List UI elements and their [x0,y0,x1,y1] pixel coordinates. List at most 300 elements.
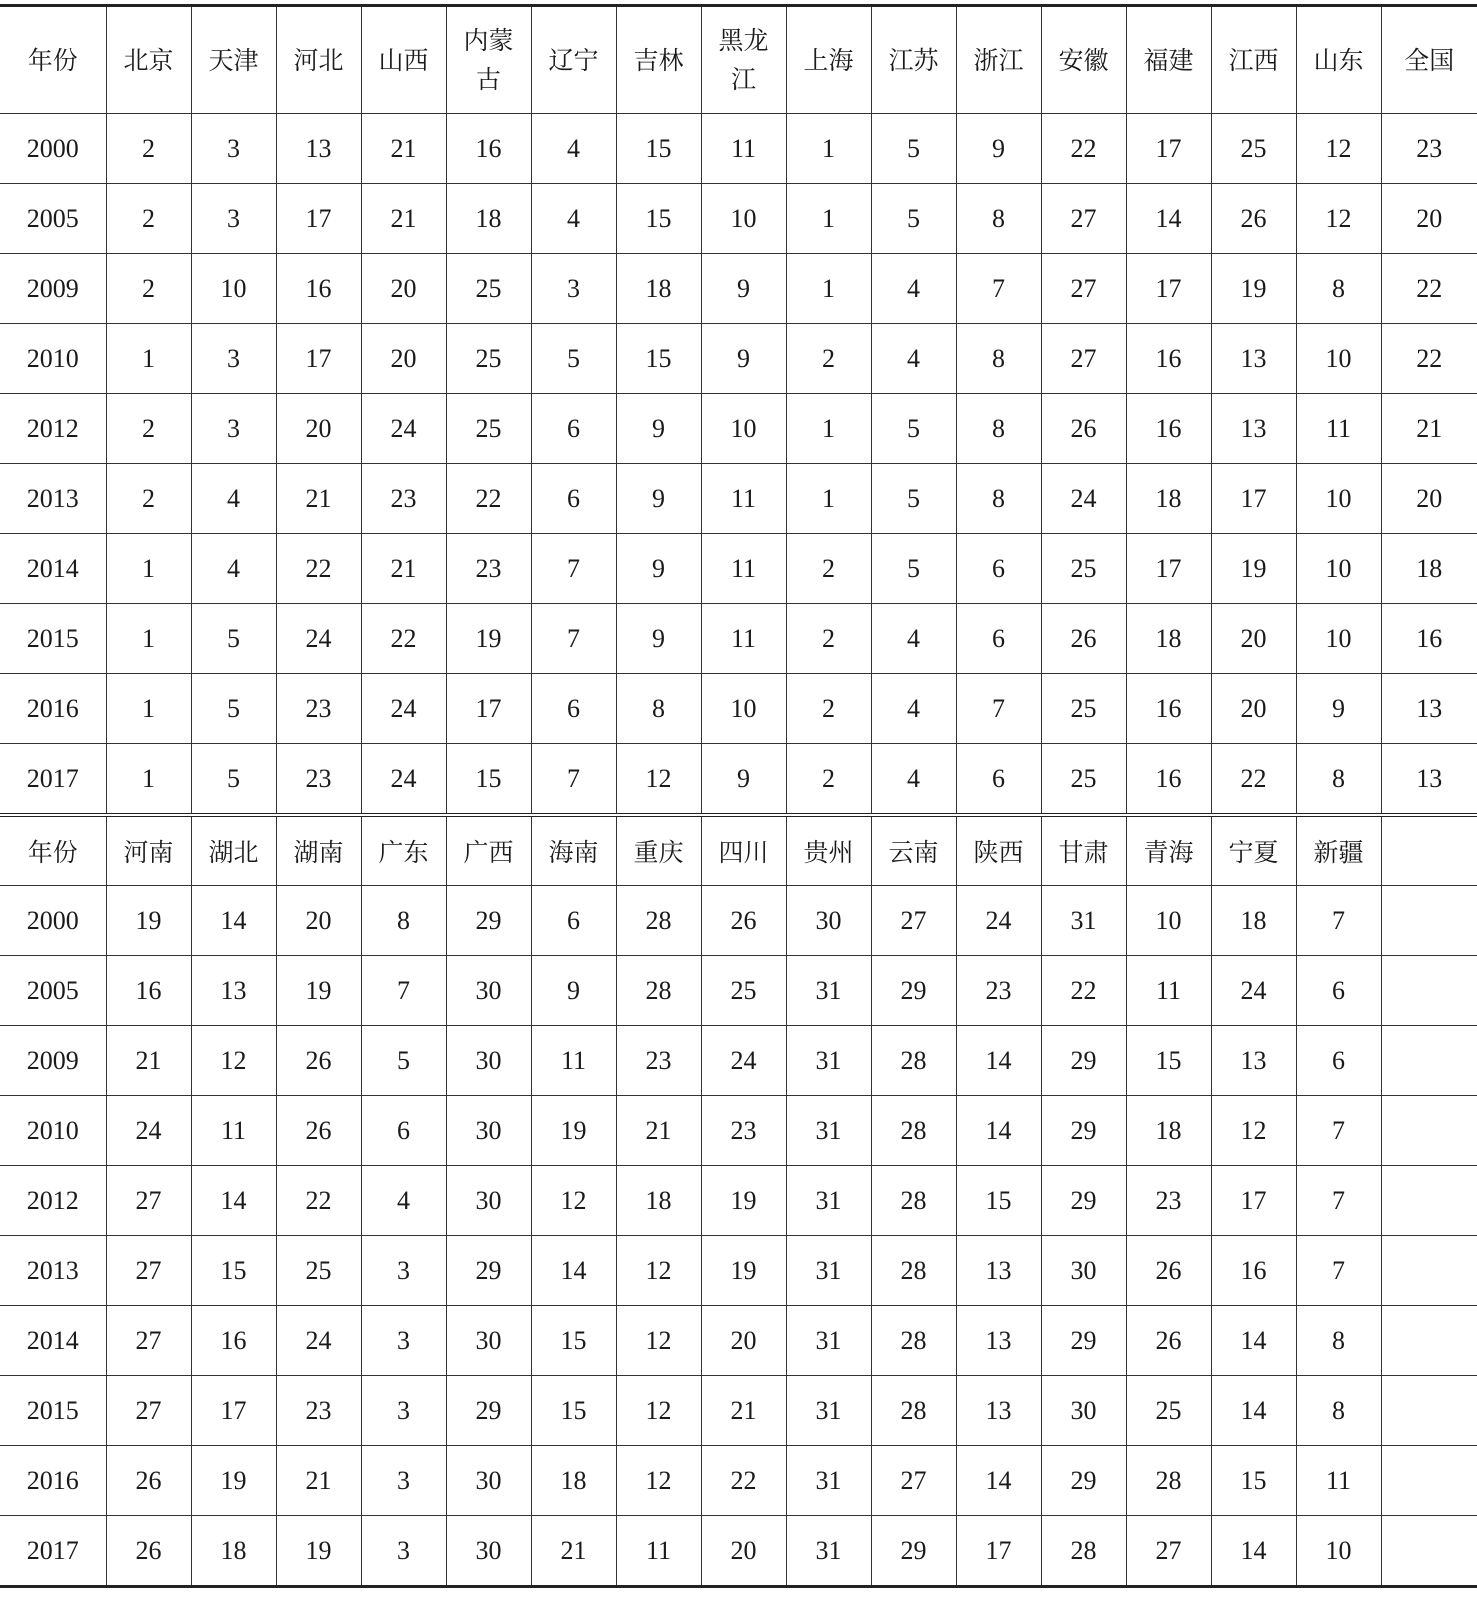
rank-cell: 13 [1211,324,1296,394]
rank-cell: 25 [1126,1376,1211,1446]
rank-cell: 3 [361,1516,446,1587]
rank-cell: 27 [1041,324,1126,394]
rank-cell: 9 [701,254,786,324]
rank-cell: 12 [531,1166,616,1236]
rank-cell: 29 [446,1376,531,1446]
rank-cell: 10 [191,254,276,324]
year-header-cell: 年份 [0,815,106,886]
rank-cell: 11 [701,534,786,604]
rank-cell: 21 [361,534,446,604]
rank-cell: 7 [956,254,1041,324]
rank-cell: 6 [531,464,616,534]
rank-cell: 16 [1381,604,1477,674]
region-header-cell: 黑龙 江 [701,6,786,114]
rank-cell [1381,1166,1477,1236]
rank-cell: 12 [191,1026,276,1096]
rank-cell: 1 [786,254,871,324]
table-row [0,604,1477,674]
rank-cell [1381,1446,1477,1516]
rank-cell: 24 [361,744,446,816]
rank-cell: 19 [1211,254,1296,324]
rank-cell: 2 [106,464,191,534]
rank-cell: 3 [361,1306,446,1376]
table-row [0,464,1477,534]
rank-cell: 27 [106,1306,191,1376]
year-cell: 2012 [0,1166,106,1236]
rank-cell: 12 [1211,1096,1296,1166]
rank-cell: 2 [106,114,191,184]
rank-cell: 11 [1296,1446,1381,1516]
rank-cell: 23 [1381,114,1477,184]
rank-cell: 20 [701,1516,786,1587]
rank-cell: 6 [956,744,1041,816]
rank-cell: 10 [1126,886,1211,956]
rank-cell: 18 [1126,464,1211,534]
rank-cell: 13 [1381,744,1477,816]
rank-cell: 8 [956,324,1041,394]
rank-cell: 3 [361,1446,446,1516]
rank-cell: 31 [786,1306,871,1376]
rank-cell: 8 [1296,1306,1381,1376]
rank-cell: 22 [1211,744,1296,816]
rank-cell: 26 [1041,604,1126,674]
rank-cell: 17 [1126,534,1211,604]
region-header-cell: 天津 [191,6,276,114]
rank-cell: 25 [276,1236,361,1306]
rank-cell: 21 [276,464,361,534]
rank-cell: 30 [446,1026,531,1096]
rank-cell: 6 [956,534,1041,604]
table-row [0,1446,1477,1516]
year-cell: 2010 [0,324,106,394]
rank-cell: 18 [616,1166,701,1236]
year-header-cell: 年份 [0,6,106,114]
rank-cell: 3 [191,184,276,254]
rank-cell: 18 [531,1446,616,1516]
rank-cell: 28 [871,1096,956,1166]
rank-cell: 10 [701,394,786,464]
rank-cell: 18 [191,1516,276,1587]
table-row [0,1306,1477,1376]
table-row [0,254,1477,324]
region-header-cell: 吉林 [616,6,701,114]
rank-cell [1381,1096,1477,1166]
rank-cell: 19 [191,1446,276,1516]
rank-cell: 10 [1296,534,1381,604]
rank-cell: 5 [871,184,956,254]
year-cell: 2017 [0,1516,106,1587]
rank-cell: 20 [701,1306,786,1376]
rank-cell: 15 [956,1166,1041,1236]
rank-cell: 4 [191,534,276,604]
rank-cell: 24 [956,886,1041,956]
rank-cell: 4 [871,674,956,744]
rank-cell: 30 [446,956,531,1026]
rank-cell: 4 [871,324,956,394]
rank-cell: 26 [1126,1236,1211,1306]
region-header-cell: 全国 [1381,6,1477,114]
rank-cell: 10 [701,184,786,254]
rank-cell: 20 [1211,674,1296,744]
rank-cell: 5 [871,394,956,464]
rank-cell [1381,1026,1477,1096]
rank-cell: 13 [956,1376,1041,1446]
table-row [0,1096,1477,1166]
rank-cell: 17 [1211,1166,1296,1236]
rank-cell: 13 [1211,394,1296,464]
rank-cell: 25 [1041,674,1126,744]
rank-cell: 11 [701,114,786,184]
rank-cell: 14 [531,1236,616,1306]
rank-cell: 25 [1041,534,1126,604]
region-header-cell: 湖南 [276,815,361,886]
rank-cell: 13 [956,1236,1041,1306]
rank-cell: 19 [276,1516,361,1587]
rank-cell: 19 [446,604,531,674]
rank-cell: 22 [1041,114,1126,184]
rank-cell: 14 [1211,1516,1296,1587]
table-row [0,1376,1477,1446]
rank-cell: 18 [446,184,531,254]
rank-cell: 31 [786,1166,871,1236]
rank-cell: 23 [361,464,446,534]
rank-cell: 4 [191,464,276,534]
rank-cell: 23 [1126,1166,1211,1236]
rank-cell: 20 [361,324,446,394]
rank-cell: 15 [616,324,701,394]
region-header-cell: 山西 [361,6,446,114]
rank-cell: 15 [531,1376,616,1446]
rank-cell: 5 [361,1026,446,1096]
region-header-cell: 甘肃 [1041,815,1126,886]
rank-cell: 5 [191,744,276,816]
rank-cell: 1 [106,534,191,604]
rank-cell: 12 [616,1236,701,1306]
rank-cell: 26 [276,1026,361,1096]
rank-cell: 2 [786,534,871,604]
table-row [0,1026,1477,1096]
rank-cell: 10 [701,674,786,744]
rank-cell: 23 [616,1026,701,1096]
rank-cell: 1 [106,604,191,674]
region-header-cell: 新疆 [1296,815,1381,886]
rank-cell: 31 [1041,886,1126,956]
rank-cell [1381,956,1477,1026]
rank-cell: 20 [276,394,361,464]
rank-cell: 22 [276,1166,361,1236]
year-cell: 2009 [0,1026,106,1096]
rank-cell: 27 [1041,184,1126,254]
rank-cell: 8 [616,674,701,744]
rank-cell: 29 [1041,1096,1126,1166]
rank-cell: 6 [956,604,1041,674]
rank-cell: 28 [1126,1446,1211,1516]
rank-cell: 7 [1296,1166,1381,1236]
rank-cell: 9 [701,324,786,394]
rank-cell: 3 [361,1236,446,1306]
rank-cell: 26 [106,1446,191,1516]
rank-cell: 3 [531,254,616,324]
rank-cell: 20 [361,254,446,324]
region-header-cell: 贵州 [786,815,871,886]
rank-cell: 30 [1041,1376,1126,1446]
rank-cell: 17 [1211,464,1296,534]
rank-cell: 2 [786,744,871,816]
rank-cell [1381,1236,1477,1306]
rank-cell: 26 [701,886,786,956]
rank-cell: 13 [276,114,361,184]
rank-cell: 13 [956,1306,1041,1376]
rank-cell: 21 [361,114,446,184]
rank-cell: 5 [191,674,276,744]
rank-cell: 4 [531,114,616,184]
table-row [0,1236,1477,1306]
rank-cell: 30 [446,1446,531,1516]
rank-cell: 2 [106,394,191,464]
rank-cell: 16 [446,114,531,184]
rank-cell: 1 [106,744,191,816]
rank-cell: 23 [701,1096,786,1166]
rank-cell: 2 [106,254,191,324]
rank-cell: 8 [1296,254,1381,324]
rank-cell: 3 [191,394,276,464]
rank-cell: 8 [956,184,1041,254]
rank-cell: 28 [871,1026,956,1096]
rank-cell: 20 [276,886,361,956]
rank-cell: 25 [1211,114,1296,184]
rank-cell: 6 [361,1096,446,1166]
rank-cell: 31 [786,1376,871,1446]
rank-cell: 30 [446,1096,531,1166]
table-row [0,956,1477,1026]
rank-cell: 8 [956,394,1041,464]
year-cell: 2005 [0,184,106,254]
rank-cell: 2 [106,184,191,254]
rank-cell: 22 [1381,254,1477,324]
rank-cell: 7 [531,744,616,816]
rank-cell: 29 [1041,1446,1126,1516]
year-cell: 2009 [0,254,106,324]
rank-cell: 14 [956,1026,1041,1096]
year-cell: 2000 [0,886,106,956]
rank-cell: 25 [1041,744,1126,816]
region-header-cell: 陕西 [956,815,1041,886]
rank-cell: 24 [1211,956,1296,1026]
rank-cell: 23 [276,674,361,744]
rank-cell: 25 [446,324,531,394]
rank-cell: 26 [1211,184,1296,254]
rank-cell: 7 [1296,1096,1381,1166]
rank-cell: 23 [446,534,531,604]
rank-cell: 31 [786,1236,871,1306]
rank-cell: 9 [616,394,701,464]
rank-cell: 22 [276,534,361,604]
rank-cell: 3 [191,114,276,184]
rank-cell: 7 [956,674,1041,744]
rank-cell: 10 [1296,324,1381,394]
table-row [0,114,1477,184]
rank-cell: 22 [446,464,531,534]
rank-cell: 5 [871,464,956,534]
rank-cell: 10 [1296,1516,1381,1587]
rank-cell: 17 [276,324,361,394]
rank-cell: 27 [871,1446,956,1516]
rank-cell: 27 [106,1166,191,1236]
rank-cell: 1 [786,394,871,464]
rank-cell: 21 [361,184,446,254]
rank-cell: 2 [786,324,871,394]
rank-cell: 12 [1296,114,1381,184]
rank-cell: 5 [871,534,956,604]
year-cell: 2010 [0,1096,106,1166]
rank-cell: 15 [191,1236,276,1306]
rank-cell: 14 [956,1446,1041,1516]
rank-cell: 6 [531,886,616,956]
rank-cell: 29 [1041,1166,1126,1236]
rank-cell: 29 [1041,1026,1126,1096]
rank-cell: 23 [956,956,1041,1026]
rank-cell: 26 [276,1096,361,1166]
rank-cell: 30 [786,886,871,956]
rank-cell: 12 [616,1306,701,1376]
table-row [0,184,1477,254]
rank-cell: 9 [701,744,786,816]
rank-cell: 21 [701,1376,786,1446]
rank-cell: 13 [191,956,276,1026]
rank-cell: 14 [191,886,276,956]
table-row [0,886,1477,956]
rank-cell: 16 [1126,324,1211,394]
rank-cell: 15 [616,114,701,184]
rank-cell: 5 [871,114,956,184]
table-row [0,534,1477,604]
rank-cell: 4 [871,254,956,324]
region-header-cell: 广西 [446,815,531,886]
rank-cell: 28 [871,1376,956,1446]
rank-cell: 30 [446,1306,531,1376]
rank-cell: 7 [1296,1236,1381,1306]
rank-cell: 8 [1296,1376,1381,1446]
rank-cell: 28 [871,1306,956,1376]
rank-cell: 29 [871,956,956,1026]
rank-cell: 17 [1126,254,1211,324]
rank-cell [1381,1306,1477,1376]
rank-cell: 4 [361,1166,446,1236]
rank-cell: 7 [531,604,616,674]
rank-cell: 28 [616,956,701,1026]
rank-cell: 19 [701,1236,786,1306]
rank-cell: 17 [446,674,531,744]
rank-cell [1381,1516,1477,1587]
rank-cell: 1 [786,114,871,184]
rank-cell: 26 [1126,1306,1211,1376]
rank-cell: 30 [1041,1236,1126,1306]
rank-cell: 9 [616,604,701,674]
rank-cell: 29 [446,886,531,956]
rank-cell: 24 [106,1096,191,1166]
region-header-cell: 河北 [276,6,361,114]
rank-cell: 19 [531,1096,616,1166]
rank-cell: 28 [871,1166,956,1236]
region-header-cell: 海南 [531,815,616,886]
rank-cell: 26 [106,1516,191,1587]
rank-cell: 15 [1126,1026,1211,1096]
year-cell: 2017 [0,744,106,816]
year-cell: 2013 [0,464,106,534]
rank-cell: 1 [106,324,191,394]
rank-cell: 25 [701,956,786,1026]
rank-cell: 26 [1041,394,1126,464]
rank-cell: 24 [361,394,446,464]
rank-cell: 21 [616,1096,701,1166]
rank-cell: 11 [616,1516,701,1587]
table-row [0,744,1477,816]
rank-cell: 1 [786,184,871,254]
rank-cell: 30 [446,1166,531,1236]
region-header-cell: 湖北 [191,815,276,886]
table-row [0,674,1477,744]
year-cell: 2014 [0,534,106,604]
rank-cell: 9 [616,534,701,604]
rank-cell: 30 [446,1516,531,1587]
region-header-cell [1381,815,1477,886]
region-header-cell: 宁夏 [1211,815,1296,886]
rank-cell: 19 [701,1166,786,1236]
rank-cell: 4 [871,744,956,816]
rank-cell: 21 [106,1026,191,1096]
rank-cell: 8 [1296,744,1381,816]
region-header-cell: 江苏 [871,6,956,114]
region-header-cell: 重庆 [616,815,701,886]
rank-cell: 25 [446,254,531,324]
region-header-cell: 广东 [361,815,446,886]
rank-cell: 11 [531,1026,616,1096]
rank-cell: 5 [191,604,276,674]
rank-cell: 16 [1126,674,1211,744]
rank-cell: 14 [1211,1306,1296,1376]
rank-cell: 1 [786,464,871,534]
rank-cell: 22 [701,1446,786,1516]
rank-cell: 22 [1381,324,1477,394]
region-header-cell: 北京 [106,6,191,114]
rank-cell: 3 [191,324,276,394]
rank-cell: 17 [1126,114,1211,184]
rank-cell: 9 [531,956,616,1026]
rank-cell: 2 [786,674,871,744]
rank-cell: 24 [361,674,446,744]
table-row [0,1516,1477,1587]
region-header-cell: 上海 [786,6,871,114]
rank-cell: 1 [106,674,191,744]
rank-cell: 15 [446,744,531,816]
rank-cell: 18 [616,254,701,324]
province-ranking-table [0,4,1477,1588]
rank-cell: 28 [616,886,701,956]
rank-cell: 15 [616,184,701,254]
rank-cell: 14 [956,1096,1041,1166]
rank-cell: 24 [701,1026,786,1096]
rank-cell: 11 [701,604,786,674]
rank-cell: 27 [1126,1516,1211,1587]
rank-cell: 11 [1296,394,1381,464]
rank-cell: 12 [616,1446,701,1516]
rank-cell [1381,1376,1477,1446]
rank-cell: 19 [276,956,361,1026]
year-cell: 2016 [0,674,106,744]
year-cell: 2014 [0,1306,106,1376]
region-header-cell: 内蒙 古 [446,6,531,114]
rank-cell: 2 [786,604,871,674]
